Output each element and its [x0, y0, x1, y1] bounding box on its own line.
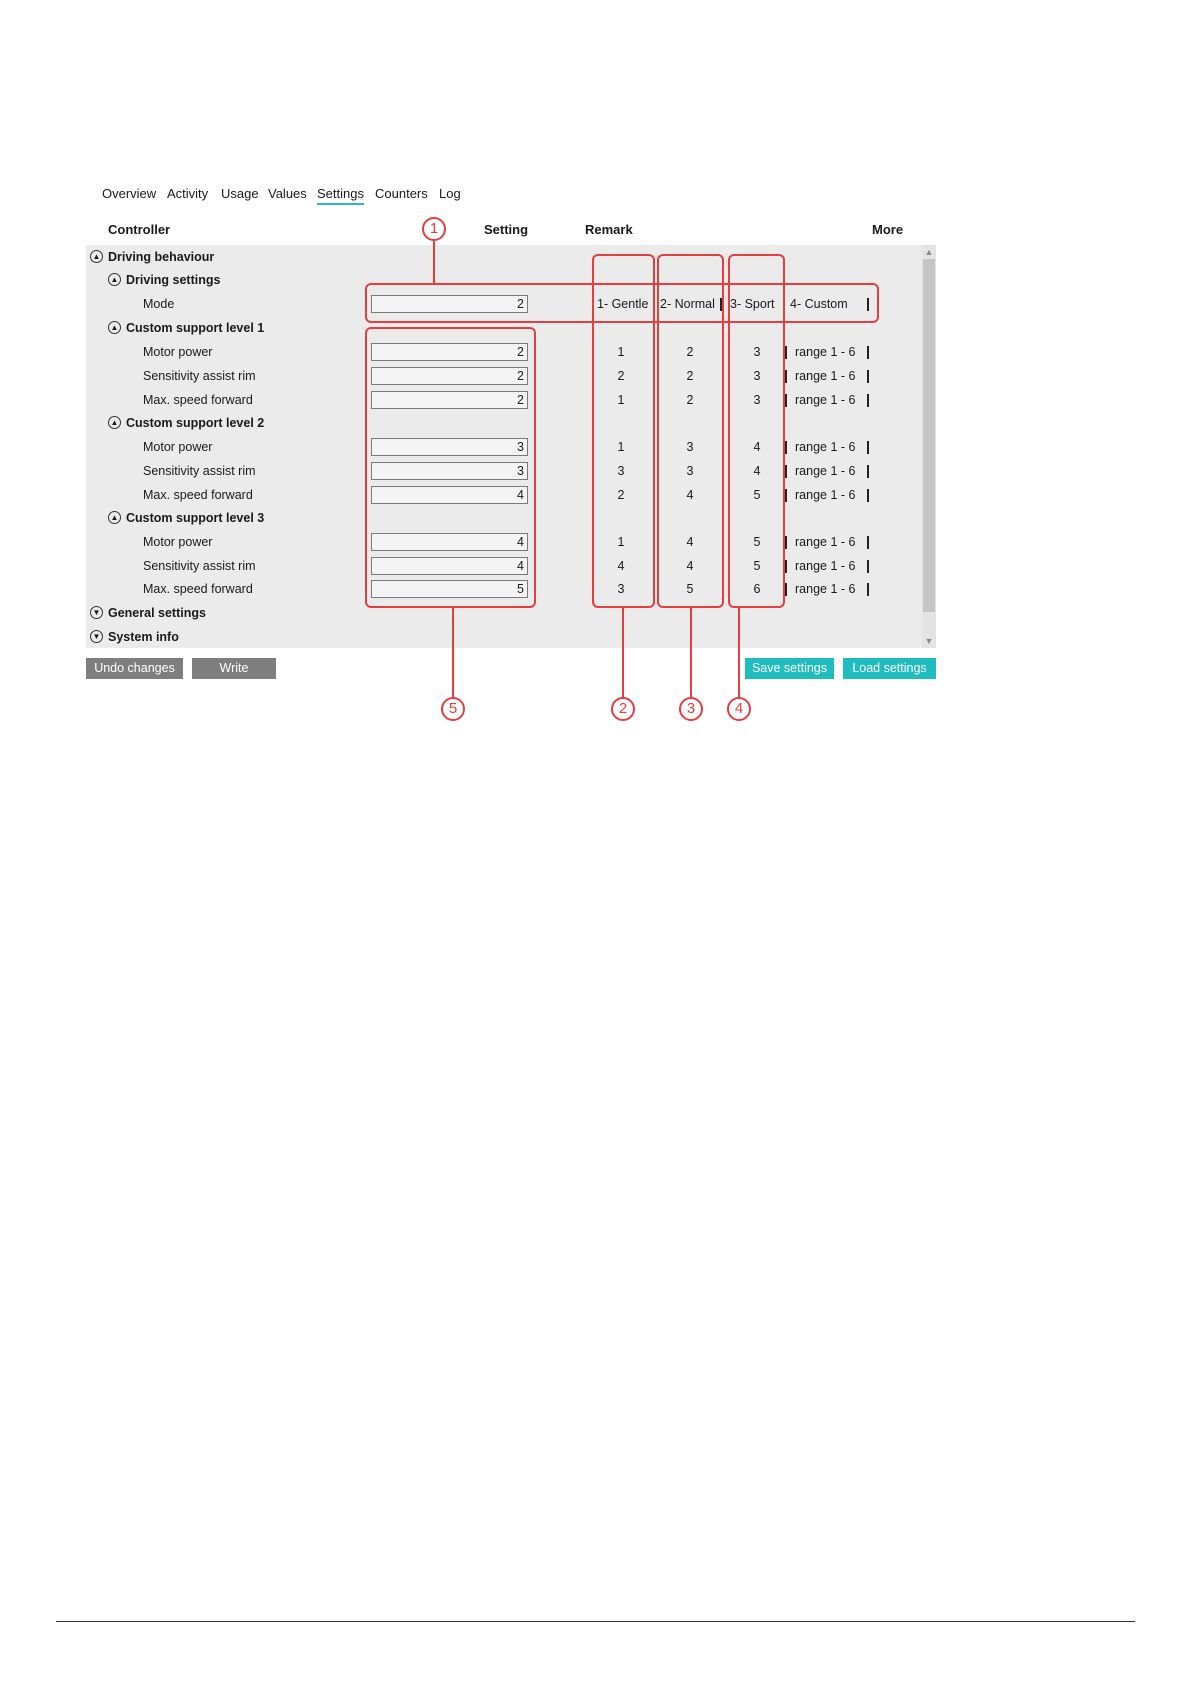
- setting-label-max-speed-forward: Max. speed forward: [143, 393, 253, 407]
- remark-gentle: 1- Gentle: [597, 297, 649, 311]
- sport-value: 6: [753, 582, 761, 596]
- divider: [867, 465, 869, 478]
- tree-group-general-settings[interactable]: [90, 604, 206, 622]
- normal-value: 2: [686, 345, 694, 359]
- divider: [867, 346, 869, 359]
- scroll-up-icon[interactable]: ▲: [924, 247, 934, 257]
- normal-value: 2: [686, 393, 694, 407]
- tree-group-driving-settings[interactable]: [108, 271, 220, 289]
- group-label: Custom support level 2: [126, 416, 265, 430]
- gentle-value: 2: [617, 369, 625, 383]
- callout-marker: 3: [679, 697, 703, 721]
- tab-counters[interactable]: Counters: [375, 186, 428, 201]
- remark-normal: 2- Normal: [660, 297, 715, 311]
- divider: [785, 465, 787, 478]
- sport-value: 3: [753, 393, 761, 407]
- setting-label-sensitivity-assist-rim: Sensitivity assist rim: [143, 369, 256, 383]
- annotation-leader-line: [690, 608, 692, 698]
- group-label: Custom support level 1: [126, 321, 265, 335]
- chevron-down-circle-icon[interactable]: ▼: [90, 630, 103, 643]
- normal-value: 5: [686, 582, 694, 596]
- group-label: Driving behaviour: [108, 250, 215, 264]
- sport-value: 5: [753, 559, 761, 573]
- annotation-box-settings-column: [365, 327, 536, 608]
- normal-value: 3: [686, 464, 694, 478]
- setting-label-max-speed-forward: Max. speed forward: [143, 582, 253, 596]
- group-label: Custom support level 3: [126, 511, 265, 525]
- divider: [867, 441, 869, 454]
- column-header-more: More: [872, 222, 904, 237]
- save-settings-button[interactable]: Save settings: [745, 658, 834, 679]
- scroll-down-icon[interactable]: ▼: [924, 636, 934, 646]
- normal-value: 4: [686, 559, 694, 573]
- sport-value: 3: [753, 345, 761, 359]
- normal-value: 3: [686, 440, 694, 454]
- sport-value: 4: [753, 464, 761, 478]
- chevron-up-circle-icon[interactable]: ▲: [108, 511, 121, 524]
- tab-values[interactable]: Values: [268, 186, 307, 201]
- range-label: range 1 - 6: [795, 535, 856, 549]
- callout-marker: 1: [422, 217, 446, 241]
- tree-group-custom-support-level-1[interactable]: [108, 319, 264, 337]
- sport-value: 5: [753, 488, 761, 502]
- range-label: range 1 - 6: [795, 369, 856, 383]
- annotation-leader-line: [738, 608, 740, 698]
- chevron-up-circle-icon[interactable]: ▲: [108, 321, 121, 334]
- gentle-value: 1: [617, 345, 625, 359]
- gentle-value: 1: [617, 535, 625, 549]
- remark-custom: 4- Custom: [790, 297, 848, 311]
- group-label: General settings: [108, 606, 206, 620]
- range-label: range 1 - 6: [795, 440, 856, 454]
- divider: [785, 346, 787, 359]
- divider: [867, 370, 869, 383]
- tab-activity[interactable]: Activity: [167, 186, 209, 201]
- setting-label-motor-power: Motor power: [143, 535, 213, 549]
- range-label: range 1 - 6: [795, 464, 856, 478]
- group-label: Driving settings: [126, 273, 221, 287]
- gentle-value: 2: [617, 488, 625, 502]
- group-label: System info: [108, 630, 179, 644]
- range-label: range 1 - 6: [795, 393, 856, 407]
- callout-marker: 5: [441, 697, 465, 721]
- range-label: range 1 - 6: [795, 559, 856, 573]
- divider: [785, 489, 787, 502]
- tab-overview[interactable]: Overview: [102, 186, 157, 201]
- tab-settings[interactable]: Settings: [317, 186, 364, 205]
- setting-label-sensitivity-assist-rim: Sensitivity assist rim: [143, 559, 256, 573]
- setting-label-motor-power: Motor power: [143, 345, 213, 359]
- divider: [785, 560, 787, 573]
- footer-divider: [56, 1621, 1135, 1622]
- divider: [867, 489, 869, 502]
- tree-group-system-info[interactable]: [90, 628, 179, 646]
- range-label: range 1 - 6: [795, 582, 856, 596]
- chevron-down-circle-icon[interactable]: ▼: [90, 606, 103, 619]
- divider: [867, 560, 869, 573]
- scrollbar-thumb[interactable]: [923, 259, 935, 612]
- chevron-up-circle-icon[interactable]: ▲: [108, 273, 121, 286]
- divider: [785, 583, 787, 596]
- tree-group-driving-behaviour[interactable]: [90, 248, 214, 266]
- gentle-value: 3: [617, 464, 625, 478]
- callout-marker: 4: [727, 697, 751, 721]
- setting-label-motor-power: Motor power: [143, 440, 213, 454]
- write-button[interactable]: Write: [192, 658, 276, 679]
- load-settings-button[interactable]: Load settings: [843, 658, 936, 679]
- remark-sport: 3- Sport: [730, 297, 775, 311]
- gentle-value: 1: [617, 440, 625, 454]
- sport-value: 4: [753, 440, 761, 454]
- range-label: range 1 - 6: [795, 345, 856, 359]
- annotation-leader-line: [433, 240, 435, 284]
- annotation-box-gentle-column: [592, 254, 655, 608]
- callout-marker: 2: [611, 697, 635, 721]
- normal-value: 4: [686, 535, 694, 549]
- gentle-value: 1: [617, 393, 625, 407]
- setting-label-sensitivity-assist-rim: Sensitivity assist rim: [143, 464, 256, 478]
- range-label: range 1 - 6: [795, 488, 856, 502]
- tab-log[interactable]: Log: [439, 186, 461, 201]
- annotation-box-sport-column: [728, 254, 785, 608]
- annotation-leader-line: [622, 608, 624, 698]
- chevron-up-circle-icon[interactable]: ▲: [108, 416, 121, 429]
- sport-value: 3: [753, 369, 761, 383]
- divider: [867, 536, 869, 549]
- tree-group-custom-support-level-3[interactable]: [108, 509, 264, 527]
- tab-usage[interactable]: Usage: [221, 186, 259, 201]
- setting-label-mode: Mode: [143, 297, 175, 311]
- column-header-setting: Setting: [484, 222, 529, 237]
- column-header-remark: Remark: [585, 222, 633, 237]
- gentle-value: 3: [617, 582, 625, 596]
- divider: [867, 583, 869, 596]
- setting-label-max-speed-forward: Max. speed forward: [143, 488, 253, 502]
- divider: [785, 441, 787, 454]
- gentle-value: 4: [617, 559, 625, 573]
- divider: [785, 536, 787, 549]
- chevron-up-circle-icon[interactable]: ▲: [90, 250, 103, 263]
- annotation-box-normal-column: [657, 254, 724, 608]
- tree-group-custom-support-level-2[interactable]: [108, 414, 264, 432]
- divider: [867, 394, 869, 407]
- divider: [785, 370, 787, 383]
- sport-value: 5: [753, 535, 761, 549]
- column-header-controller: Controller: [108, 222, 171, 237]
- divider: [785, 394, 787, 407]
- annotation-leader-line: [452, 608, 454, 698]
- undo-changes-button[interactable]: Undo changes: [86, 658, 183, 679]
- normal-value: 2: [686, 369, 694, 383]
- normal-value: 4: [686, 488, 694, 502]
